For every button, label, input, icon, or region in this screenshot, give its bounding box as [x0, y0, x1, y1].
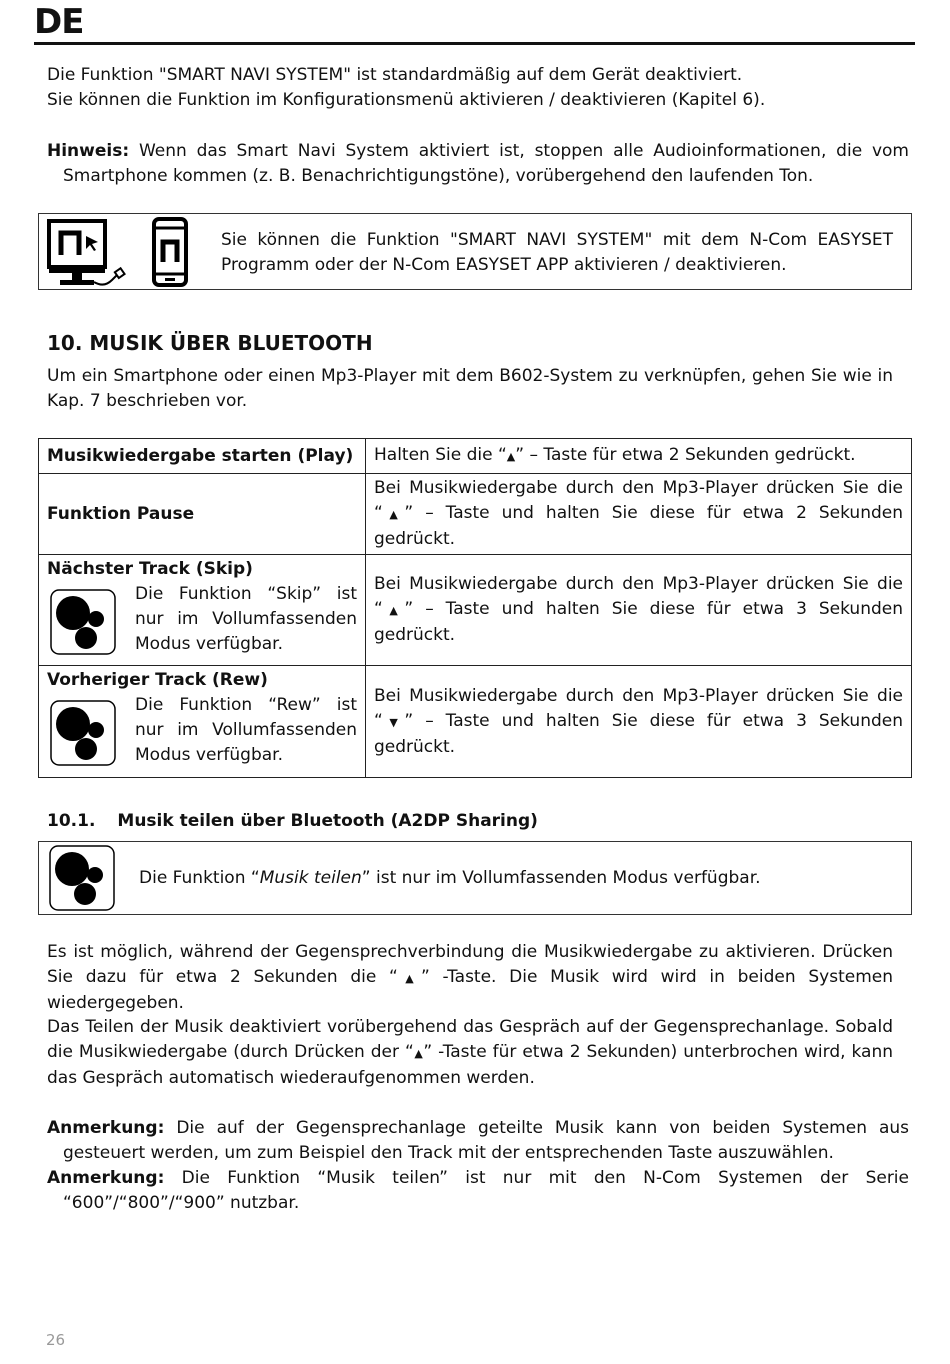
row-label-text: Funktion Pause [47, 503, 195, 524]
table-row [39, 439, 912, 474]
section-number: 10.1. [47, 811, 96, 831]
body-paragraph-2 [47, 1015, 893, 1091]
row-desc-skip [366, 555, 912, 666]
note-label: Anmerkung: [47, 1118, 165, 1138]
row-desc-rew [366, 666, 912, 778]
language-code: DE [34, 2, 84, 42]
full-mode-icon [48, 844, 120, 914]
sharing-text-pre: Die Funktion “ [139, 868, 260, 888]
hint-paragraph [47, 139, 909, 189]
up-arrow-icon: ▲ [382, 508, 405, 521]
p1-post: ” -Taste. Die Musik wird wird in beiden Systemen wiedergegeben. [47, 967, 893, 1013]
desc-text: Halten Sie die “ [374, 445, 507, 465]
section-title: Musik teilen über Bluetooth (A2DP Sharing) [117, 811, 538, 831]
computer-icon [46, 218, 128, 288]
music-sharing-text [139, 866, 761, 891]
row-desc-play [366, 439, 912, 474]
section-10-intro: Um ein Smartphone oder einen Mp3-Player mit dem B602-System zu verknüpfen, gehen Sie wie in Kap. 7 beschrieben vor. [47, 366, 893, 411]
table-row [39, 666, 912, 778]
skip-note [47, 582, 357, 658]
note-label: Anmerkung: [47, 1168, 165, 1188]
hint-text: Wenn das Smart Navi System aktiviert ist, stoppen alle Audioinformationen, die vom Smartphone kommen (z. B. Benachrichtigungstöne), vorübergehend den laufenden Ton. [63, 141, 909, 186]
row-label-text: Vorheriger Track (Rew) [47, 670, 268, 690]
intro-line-2: Sie können die Funktion im Konfigurationsmenü aktivieren / deaktivieren (Kapitel 6). [47, 90, 766, 110]
row-label-rew [39, 666, 366, 778]
desc-text: ” – Taste und halten Sie diese für etwa 3 Sekunden gedrückt. [374, 599, 903, 645]
music-controls-table [38, 438, 912, 778]
table-row [39, 555, 912, 666]
desc-text: Bei Musikwiedergabe durch den Mp3-Player drücken Sie die “ [374, 574, 903, 619]
note-2 [47, 1166, 909, 1216]
up-arrow-icon: ▲ [413, 1047, 424, 1060]
section-10-1-heading [47, 811, 538, 831]
down-arrow-icon: ▼ [382, 715, 405, 729]
note-1 [47, 1116, 909, 1166]
intro-paragraph [47, 63, 893, 113]
desc-text: ” – Taste und halten Sie diese für etwa 2 Sekunden gedrückt. [374, 503, 903, 549]
desc-text: Bei Musikwiedergabe durch den Mp3-Player drücken Sie die “ [374, 685, 903, 731]
intro-line-1: Die Funktion "SMART NAVI SYSTEM" ist standardmäßig auf dem Gerät deaktiviert. [47, 65, 743, 85]
easyset-box [38, 213, 912, 290]
header-rule [34, 42, 915, 45]
sharing-text-em: Musik teilen [259, 868, 362, 888]
p2-pre: Das Teilen der Musik deaktiviert vorübergehend das Gespräch auf der Gegensprechanlage. Sobald die Musikwiedergabe (durch Drücken der “ [47, 1017, 893, 1062]
hint-label: Hinweis: [47, 141, 130, 161]
full-mode-icon [49, 699, 123, 769]
section-10-title: 10. MUSIK ÜBER BLUETOOTH [47, 331, 373, 355]
desc-text: Bei Musikwiedergabe durch den Mp3-Player drücken Sie die “ [374, 478, 903, 523]
table-row [39, 474, 912, 555]
row-label-text: Musikwiedergabe starten (Play) [47, 445, 354, 466]
row-label-skip [39, 555, 366, 666]
body-paragraph-1 [47, 940, 893, 1016]
row-label-play [39, 439, 366, 474]
rew-note-text: Die Funktion “Rew” ist nur im Vollumfassenden Modus verfügbar. [135, 695, 357, 765]
desc-text: ” – Taste und halten Sie diese für etwa 3 Sekunden gedrückt. [374, 710, 903, 757]
row-label-text: Nächster Track (Skip) [47, 559, 253, 579]
desc-text: ” – Taste für etwa 2 Sekunden gedrückt. [515, 445, 856, 465]
smartphone-icon [151, 216, 189, 288]
note-text: Die Funktion “Musik teilen” ist nur mit den N-Com Systemen der Serie “600”/“800”/“900” nutzbar. [63, 1168, 909, 1213]
up-arrow-icon: ▲ [382, 604, 405, 617]
full-mode-icon [49, 588, 123, 658]
up-arrow-icon: ▲ [506, 450, 516, 463]
note-text: Die auf der Gegensprechanlage geteilte Musik kann von beiden Systemen aus gesteuert werden, um zum Beispiel den Track mit der entsprechenden Taste auszuwählen. [63, 1118, 909, 1163]
sharing-text-post: ” ist nur im Vollumfassenden Modus verfügbar. [361, 868, 761, 888]
page-number: 26 [46, 1331, 66, 1349]
up-arrow-icon: ▲ [397, 972, 421, 985]
music-sharing-box [38, 841, 912, 915]
rew-note [47, 693, 357, 769]
row-desc-pause [366, 474, 912, 555]
row-label-pause [39, 474, 366, 555]
easyset-text: Sie können die Funktion "SMART NAVI SYSTEM" mit dem N-Com EASYSET Programm oder der N-Com EASYSET APP aktivieren / deaktivieren. [221, 230, 893, 275]
p2-post: ” -Taste für etwa 2 Sekunden) unterbrochen wird, kann das Gespräch automatisch wiederaufgenommen werden. [47, 1042, 894, 1088]
skip-note-text: Die Funktion “Skip” ist nur im Vollumfassenden Modus verfügbar. [135, 584, 357, 654]
p1-pre: Es ist möglich, während der Gegensprechverbindung die Musikwiedergabe zu aktivieren. Drücken Sie dazu für etwa 2 Sekunden die “ [47, 942, 893, 987]
